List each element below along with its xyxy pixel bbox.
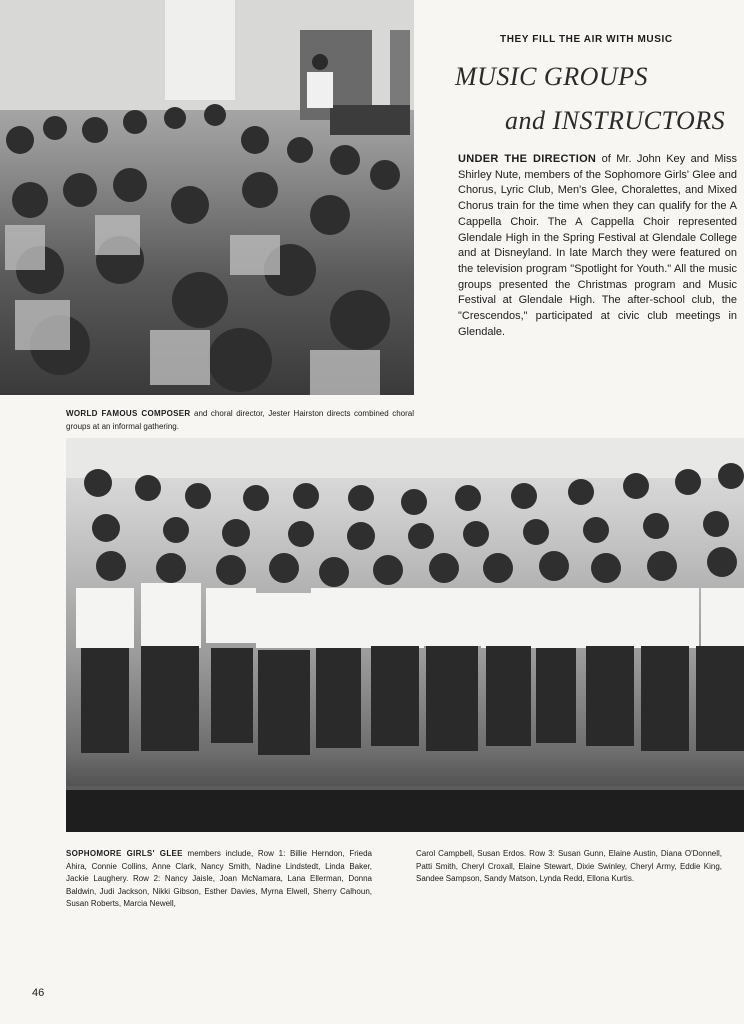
choir-photo [66,438,744,832]
article-lead: UNDER THE DIRECTION [458,153,597,165]
article-text: of Mr. John Key and Miss Shirley Nute, members of the Sophomore Girls' Glee and Chorus, Lyric Club, Men's Glee, Choralettes, and Mixed Chorus train for the time when they can qualify for the A Cappella Choir. The A Cappella Choir represented Glendale High in the Spring Festival at Glendale College and at Disneyland. In late March they were featured on the television program "Spotlight for Youth." All the music groups presented the Christmas program and Music Festival at Glendale High. The after-school club, the "Crescendos," participated at civic club meetings in Glendale. [458,153,737,338]
glee-caption-text-left: members include, Row 1: Billie Herndon, Frieda Ahira, Connie Collins, Anne Clark, Nancy Smith, Nadine Lindstedt, Linda Baker, Jackie Laughery. Row 2: Nancy Jaisle, Joan McNamara, Lana Ellerman, Donna Baldwin, Judi Jackson, Nikki Gibson, Esther Davies, Myrna Elwell, Sherry Calhoun, Susan Roberts, Marcia Newell, [66,849,372,908]
audience-caption-lead: WORLD FAMOUS COMPOSER [66,409,191,418]
glee-caption-column-1 [66,848,372,911]
audience-photo-graphic [0,0,414,395]
page-number: 46 [32,987,45,999]
glee-caption-column-2 [416,848,722,886]
page-title-line-1: MUSIC GROUPS [455,62,649,91]
choir-photo-graphic [66,438,744,832]
glee-caption-text-right: Carol Campbell, Susan Erdos. Row 3: Susan Gunn, Elaine Austin, Diana O'Donnell, Patti Smith, Cheryl Croxall, Elaine Stewart, Dixie Swinley, Cheryl Army, Eddie King, Sandee Sampson, Sandy Matson, Lynda Redd, Ellona Kurtis. [416,849,722,883]
audience-photo-caption [66,408,414,433]
audience-caption-text: and choral director, Jester Hairston directs combined choral groups at an informal gathering. [66,409,414,431]
glee-caption-lead: SOPHOMORE GIRLS' GLEE [66,849,183,858]
page-title-line-2: and INSTRUCTORS [505,106,726,135]
article-body [458,152,737,340]
section-kicker: THEY FILL THE AIR WITH MUSIC [500,34,673,45]
audience-photo [0,0,414,395]
